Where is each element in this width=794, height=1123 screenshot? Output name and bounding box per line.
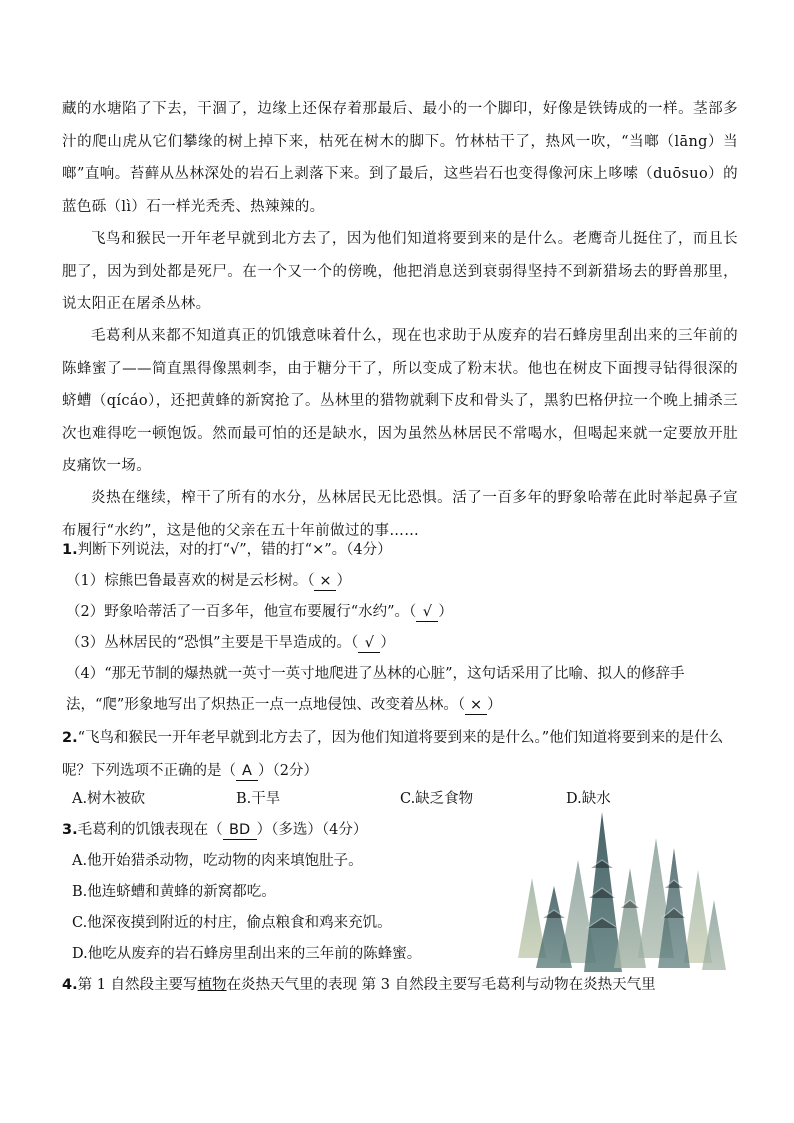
question-text-end: ）（多选）（4分）: [256, 822, 368, 838]
passage-paragraph-1: 藏的水塘陷了下去，干涸了，边缘上还保存着那最后、最小的一个脚印，好像是铁铸成的一样。茎部多汁的爬山虎从它们攀缘的树上掉下来，枯死在树木的脚下。竹林枯干了，热风一吹，“当啷（lāng）当啷”直响。苔藓从丛林深处的岩石上剥落下来。到了最后，这些岩石也变得像河床上哆嗦（duōsuo）的蓝色砾（lì）石一样光秃秃、热辣辣的。: [62, 101, 738, 215]
item-text-end: ）: [487, 697, 502, 713]
q1-item-1: [66, 566, 742, 596]
question-text: 毛葛利的饥饿表现在（: [77, 822, 223, 838]
question-text: 判断下列说法，对的打“√”，错的打“×”。（4分）: [77, 542, 392, 558]
q2-option-d[interactable]: D.缺水: [566, 791, 611, 807]
passage-paragraph-3: 毛葛利从来都不知道真正的饥饿意味着什么，现在也求助于从废弃的岩石蜂房里刮出来的三年前的陈蜂蜜了——简直黑得像黑刺李，由于糖分干了，所以变成了粉末状。他也在树皮下面搜寻钻得很深的蛴螬（qícáo），还把黄蜂的新窝抢了。丛林里的猎物就剩下皮和骨头了，黑豹巴格伊拉一个晚上捕杀三次也难得吃一顿饱饭。然而最可怕的还是缺水，因为虽然丛林居民不常喝水，但喝起来就一定要放开肚皮痛饮一场。: [62, 328, 738, 474]
question-text: “飞鸟和猴民一开年老早就到北方去了，因为他们知道将要到来的是什么。”他们知道将要到来的是什么呢？下列选项不正确的是（: [62, 730, 724, 779]
question-number: 3.: [62, 822, 78, 838]
q1-item-3: [66, 628, 742, 658]
passage-paragraph-4: 炎热在继续，榨干了所有的水分，丛林居民无比恐惧。活了一百多年的野象哈蒂在此时举起鼻子宣布履行“水约”，这是他的父亲在五十年前做过的事……: [62, 490, 738, 539]
answer-blank[interactable]: BD: [223, 821, 257, 840]
q2-option-a[interactable]: A.树木被砍: [72, 791, 146, 807]
q3-option-b[interactable]: B.他连蛴螬和黄蜂的新窝都吃。: [72, 884, 276, 900]
q3-option-d[interactable]: D.他吃从废弃的岩石蜂房里刮出来的三年前的陈蜂蜜。: [72, 946, 422, 962]
underlined-answer[interactable]: 植物: [197, 977, 227, 993]
question-number: 2.: [62, 730, 78, 746]
item-text-end: ）: [336, 573, 351, 589]
item-text: （1）棕熊巴鲁最喜欢的树是云杉树。（: [66, 573, 315, 589]
passage-paragraph-2: 飞鸟和猴民一开年老早就到北方去了，因为他们知道将要到来的是什么。老鹰奇儿挺住了，而且长肥了，因为到处都是死尸。在一个又一个的傍晚，他把消息送到衰弱得坚持不到新猎场去的野兽那里，说太阳正在屠杀丛林。: [62, 231, 738, 312]
question-text: 第 1 自然段主要写: [77, 977, 198, 993]
q1-item-2: [66, 597, 742, 627]
answer-blank[interactable]: √: [416, 603, 438, 622]
q1-item-4: [66, 659, 738, 721]
item-text-end: ）: [438, 604, 453, 620]
question-2-stem: [62, 722, 738, 788]
q2-option-b[interactable]: B.干旱: [236, 791, 281, 807]
question-text-end: ）（2分）: [258, 763, 318, 779]
item-text: （4）“那无节制的爆热就一英寸一英寸地爬进了丛林的心脏”，这句话采用了比喻、拟人的修辞手法，“爬”形象地写出了炽热正一点一点地侵蚀、改变着丛林。（: [66, 666, 685, 713]
question-number: 4.: [62, 977, 78, 993]
question-1-stem: [62, 535, 738, 565]
question-number: 1.: [62, 542, 78, 558]
item-text-end: ）: [380, 635, 395, 651]
question-text-end: 在炎热天气里的表现 第 3 自然段主要写毛葛利与动物在炎热天气里: [226, 977, 656, 993]
answer-blank[interactable]: ×: [465, 696, 487, 715]
item-text: （2）野象哈蒂活了一百多年，他宣布要履行“水约”。（: [66, 604, 417, 620]
item-text: （3）丛林居民的“恐惧”主要是干旱造成的。（: [66, 635, 359, 651]
answer-blank[interactable]: √: [358, 634, 380, 653]
q3-option-c[interactable]: C.他深夜摸到附近的村庄，偷点粮食和鸡来充饥。: [72, 915, 392, 931]
answer-blank[interactable]: A: [236, 762, 258, 781]
q2-option-c[interactable]: C.缺乏食物: [400, 791, 474, 807]
pine-trees-illustration: [498, 808, 730, 976]
q3-option-a[interactable]: A.他开始猎杀动物，吃动物的肉来填饱肚子。: [72, 853, 363, 869]
answer-blank[interactable]: ×: [314, 572, 336, 591]
